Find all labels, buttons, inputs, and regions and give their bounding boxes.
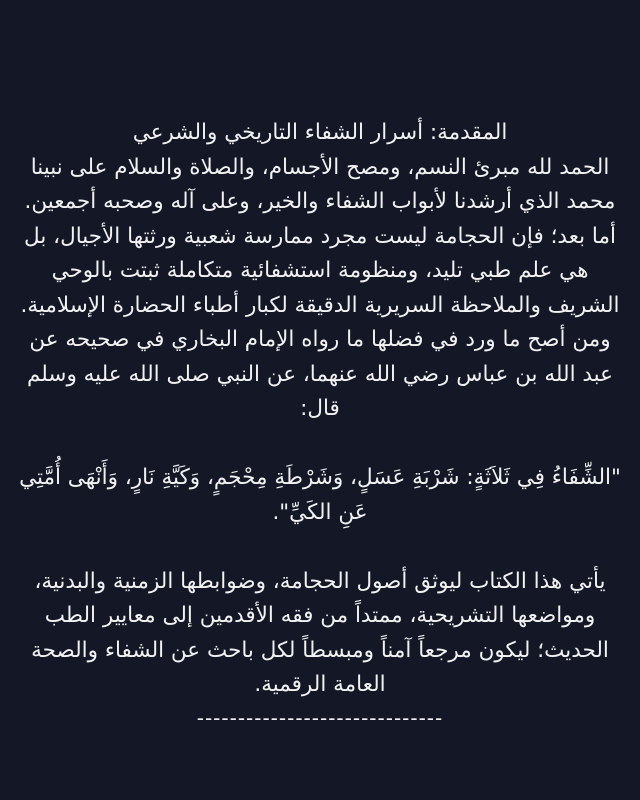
hadith-quote: "الشِّفَاءُ فِي ثَلاَثَةٍ: شَرْبَةِ عَسَلٍ، وَشَرْطَةِ مِحْجَمٍ، وَكَيَّةِ نَارٍ، وَأَنْهَى أُمَّتِي عَنِ الكَيِّ". [19, 465, 621, 525]
praise-paragraph: الحمد لله مبرئ النسم، ومصح الأجسام، والصلاة والسلام على نبينا محمد الذي أرشدنا لأبواب الشفاء والخير، وعلى آله وصحبه أجمعين. [24, 154, 616, 214]
intro-heading: المقدمة: أسرار الشفاء التاريخي والشرعي [132, 120, 508, 145]
purpose-paragraph: يأتي هذا الكتاب ليوثق أصول الحجامة، وضوابطها الزمنية والبدنية، ومواضعها التشريحية، ممتداً من فقه الأقدمين إلى معايير الطب الحديث؛ ليكون مرجعاً آمناً ومبسطاً لكل باحث عن الشفاء والصحة العامة الرقمية. [31, 568, 609, 697]
section-separator: ------------------------------ [196, 705, 444, 730]
document-page [14, 116, 626, 733]
paragraph-gap [14, 427, 626, 462]
paragraph-gap [14, 530, 626, 565]
intro-paragraph: أما بعد؛ فإن الحجامة ليست مجرد ممارسة شعبية ورثتها الأجيال، بل هي علم طبي تليد، ومنظومة استشفائية متكاملة ثبتت بالوحي الشريف والملاحظة السريرية الدقيقة لكبار أطباء الحضارة الإسلامية. ومن أصح ما ورد في فضلها ما رواه الإمام البخاري في صحيحه عن عبد الله بن عباس رضي الله عنهما، عن النبي صلى الله عليه وسلم قال: [20, 223, 620, 421]
